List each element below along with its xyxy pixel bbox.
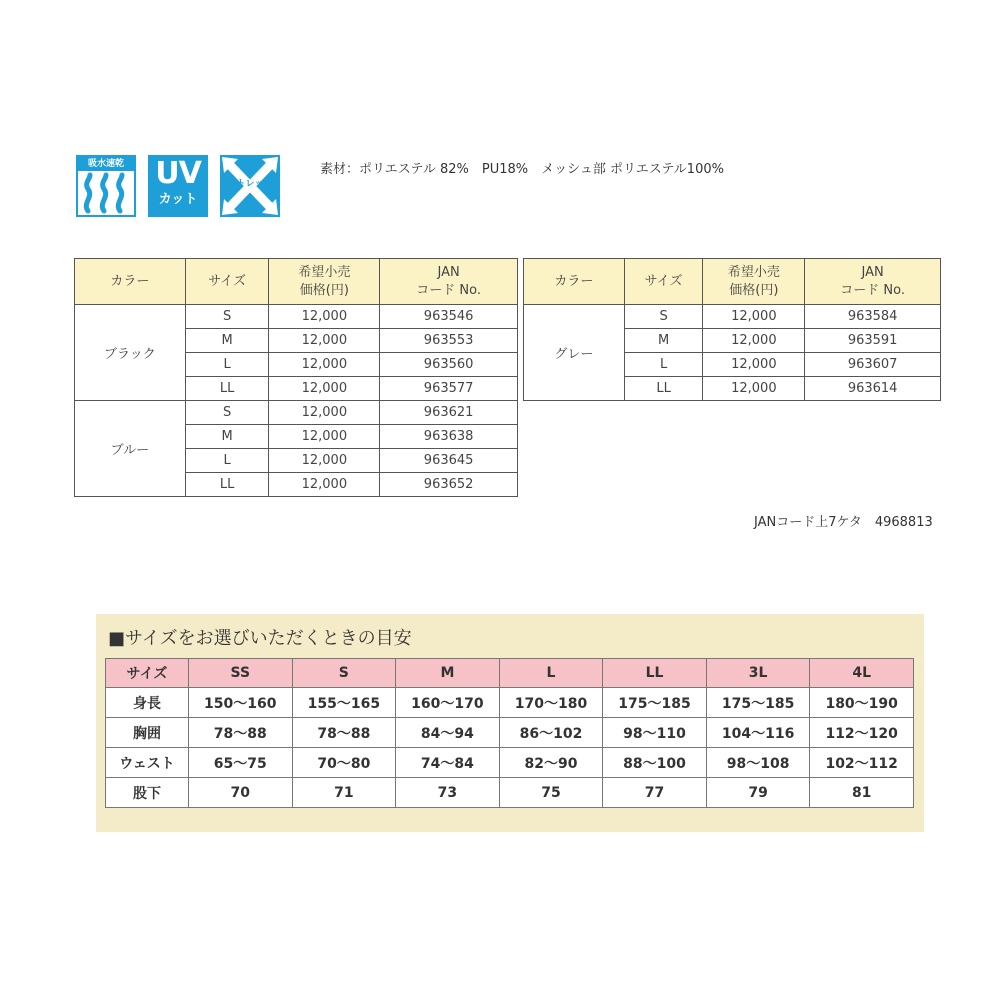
size-header-label: サイズ [106,659,189,688]
size-cell: M [185,425,269,449]
size-value: 160〜170 [396,688,500,718]
size-cell: S [185,305,269,329]
size-value: 81 [810,778,914,808]
size-header-cell: L [499,659,603,688]
size-value: 86〜102 [499,718,603,748]
size-header-cell: M [396,659,500,688]
uv-big-label: UV [155,156,201,191]
size-value: 84〜94 [396,718,500,748]
size-value: 175〜185 [706,688,810,718]
material-text: 素材：ポリエステル 82% PU18% メッシュ部 ポリエステル100% [320,162,724,177]
jan-cell: 963553 [380,329,518,353]
spec-table-right [523,258,941,401]
size-value: 88〜100 [603,748,707,778]
color-header: カラー [524,259,625,305]
size-guide-panel [96,614,924,832]
size-value: 82〜90 [499,748,603,778]
jan-cell: 963614 [805,377,941,401]
jan-cell: 963584 [805,305,941,329]
size-value: 78〜88 [292,718,396,748]
steam-waves-icon [78,171,134,215]
jan-prefix-text: JANコード上7ケタ 4968813 [754,515,933,530]
color-cell: ブルー [75,401,186,497]
quick-dry-label: 吸水速乾 [78,157,134,171]
size-cell: LL [185,473,269,497]
size-value: 180〜190 [810,688,914,718]
size-value: 65〜75 [189,748,293,778]
uv-small-label: カット [158,192,198,207]
color-cell: ブラック [75,305,186,401]
jan-cell: 963645 [380,449,518,473]
size-value: 98〜108 [706,748,810,778]
size-value: 70〜80 [292,748,396,778]
size-value: 150〜160 [189,688,293,718]
size-cell: L [624,353,703,377]
spec-header-row [75,259,518,305]
size-value: 79 [706,778,810,808]
jan-cell: 963621 [380,401,518,425]
size-cell: M [185,329,269,353]
size-value: 104〜116 [706,718,810,748]
jan-header: JAN コード No. [805,259,941,305]
table-row [106,778,914,808]
table-row [524,305,941,329]
jan-header: JAN コード No. [380,259,518,305]
size-cell: L [185,353,269,377]
size-value: 74〜84 [396,748,500,778]
size-header: サイズ [624,259,703,305]
price-cell: 12,000 [269,401,380,425]
price-cell: 12,000 [703,329,805,353]
size-value: 170〜180 [499,688,603,718]
size-value: 155〜165 [292,688,396,718]
price-cell: 12,000 [269,473,380,497]
table-row [75,305,518,329]
size-value: 98〜110 [603,718,707,748]
jan-cell: 963607 [805,353,941,377]
size-header-cell: 3L [706,659,810,688]
size-header-cell: SS [189,659,293,688]
jan-cell: 963560 [380,353,518,377]
size-value: 175〜185 [603,688,707,718]
table-row [106,688,914,718]
uv-cut-icon [148,155,208,217]
spec-table-left [74,258,518,497]
color-header: カラー [75,259,186,305]
price-header: 希望小売 価格(円) [269,259,380,305]
size-cell: LL [624,377,703,401]
size-cell: LL [185,377,269,401]
price-cell: 12,000 [269,353,380,377]
jan-cell: 963638 [380,425,518,449]
price-cell: 12,000 [703,353,805,377]
size-value: 78〜88 [189,718,293,748]
size-header: サイズ [185,259,269,305]
row-label: 胸囲 [106,718,189,748]
size-cell: M [624,329,703,353]
row-label: 股下 [106,778,189,808]
stretch-label: ストレッチ [227,179,273,189]
table-row [106,748,914,778]
row-label: 身長 [106,688,189,718]
size-guide-title: ■サイズをお選びいただくときの目安 [108,628,412,649]
size-value: 77 [603,778,707,808]
row-label: ウェスト [106,748,189,778]
table-row [75,401,518,425]
stretch-icon [220,155,280,217]
size-value: 73 [396,778,500,808]
size-value: 102〜112 [810,748,914,778]
quick-dry-icon [76,155,136,217]
size-cell: S [624,305,703,329]
spec-header-row [524,259,941,305]
jan-cell: 963652 [380,473,518,497]
size-header-cell: S [292,659,396,688]
size-header-cell: LL [603,659,707,688]
size-header-cell: 4L [810,659,914,688]
price-cell: 12,000 [269,425,380,449]
price-cell: 12,000 [703,305,805,329]
size-value: 71 [292,778,396,808]
size-cell: S [185,401,269,425]
size-cell: L [185,449,269,473]
size-value: 75 [499,778,603,808]
price-cell: 12,000 [269,377,380,401]
price-cell: 12,000 [269,305,380,329]
price-cell: 12,000 [269,329,380,353]
price-cell: 12,000 [703,377,805,401]
price-header: 希望小売 価格(円) [703,259,805,305]
jan-cell: 963577 [380,377,518,401]
table-row [106,718,914,748]
size-header-row [106,659,914,688]
size-value: 112〜120 [810,718,914,748]
color-cell: グレー [524,305,625,401]
size-value: 70 [189,778,293,808]
price-cell: 12,000 [269,449,380,473]
jan-cell: 963546 [380,305,518,329]
jan-cell: 963591 [805,329,941,353]
size-guide-table [105,658,914,808]
